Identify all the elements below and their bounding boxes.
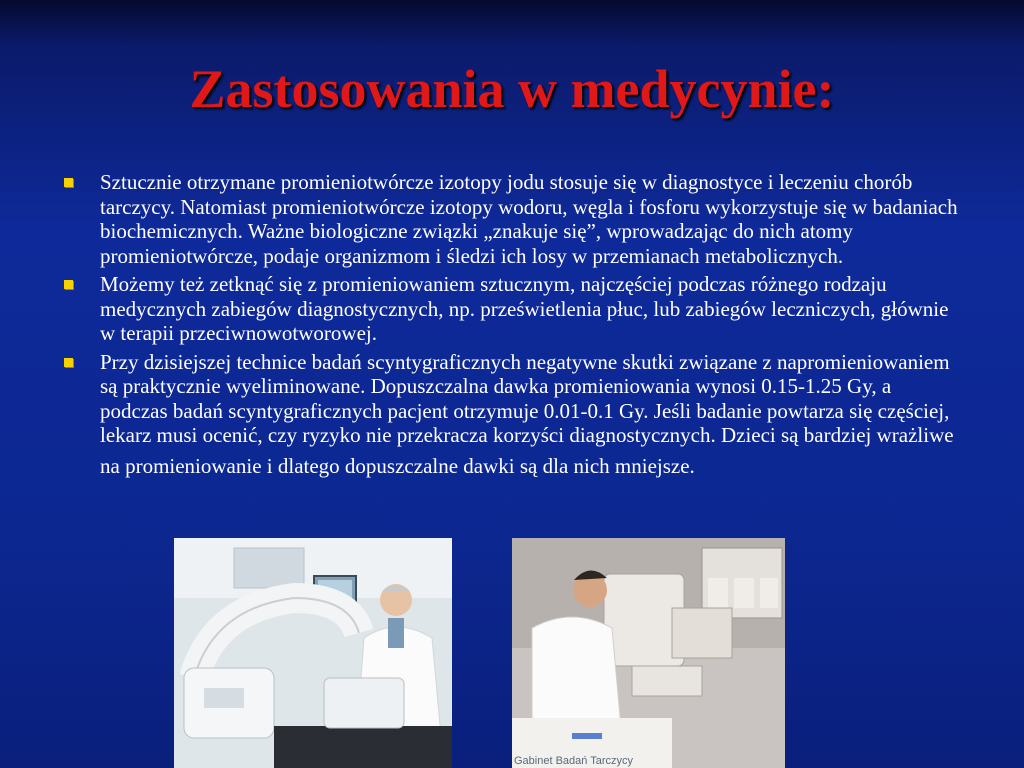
square-bullet-icon xyxy=(64,178,73,187)
bullet-item xyxy=(62,272,962,346)
bullet-text xyxy=(100,350,962,479)
bullet-text: Sztucznie otrzymane promieniotwórcze izotopy jodu stosuje się w diagnostyce i leczeniu chorób tarczycy. Natomiast promieniotwórcze izotopy wodoru, węgla i fosforu wykorzystuje się w badaniach biochemicznych. Ważne biologiczne związki „znakuje się”, wprowadzając do nich atomy promieniotwórcze, podaje organizmom i śledzi ich losy w przemianach metabolicznych. xyxy=(100,170,958,268)
bullet-item xyxy=(62,170,962,268)
photo-doctor-with-scanner xyxy=(174,538,452,768)
photo-patient-thyroid-scan xyxy=(512,538,785,768)
photo-right-caption: Gabinet Badań Tarczycy xyxy=(514,755,634,767)
bullet-item xyxy=(62,350,962,479)
bullet-text-last-line: promieniowanie i dlatego dopuszczalne dawki są dla nich mniejsze. xyxy=(125,453,695,478)
bullet-text: Możemy też zetknąć się z promieniowaniem sztucznym, najczęściej podczas różnego rodzaju medycznych zabiegów diagnostycznych, np. prześwietlenia płuc, lub zabiegów leczniczych, głównie w terapii przeciwnowotworowej. xyxy=(100,272,949,345)
thyroid-scan-illustration xyxy=(512,538,785,768)
square-bullet-icon xyxy=(64,280,73,289)
bullet-list xyxy=(62,170,962,482)
bullet-text-main: Przy dzisiejszej technice badań scyntygraficznych negatywne skutki związane z napromieniowaniem są praktycznie wyeliminowane. Dopuszczalna dawka promieniowania wynosi 0.15-1.25 Gy, a podczas badań scyntygraficznych pacjent otrzymuje 0.01-0.1 Gy. Jeśli badanie powtarza się częściej, lekarz musi ocenić, czy ryzyko nie przekracza korzyści diagnostycznych. Dzieci są bardziej wrażliwe na xyxy=(100,349,954,478)
square-bullet-icon xyxy=(64,358,73,367)
doctor-scanner-illustration xyxy=(174,538,452,768)
slide-title: Zastosowania w medycynie: xyxy=(189,59,835,119)
